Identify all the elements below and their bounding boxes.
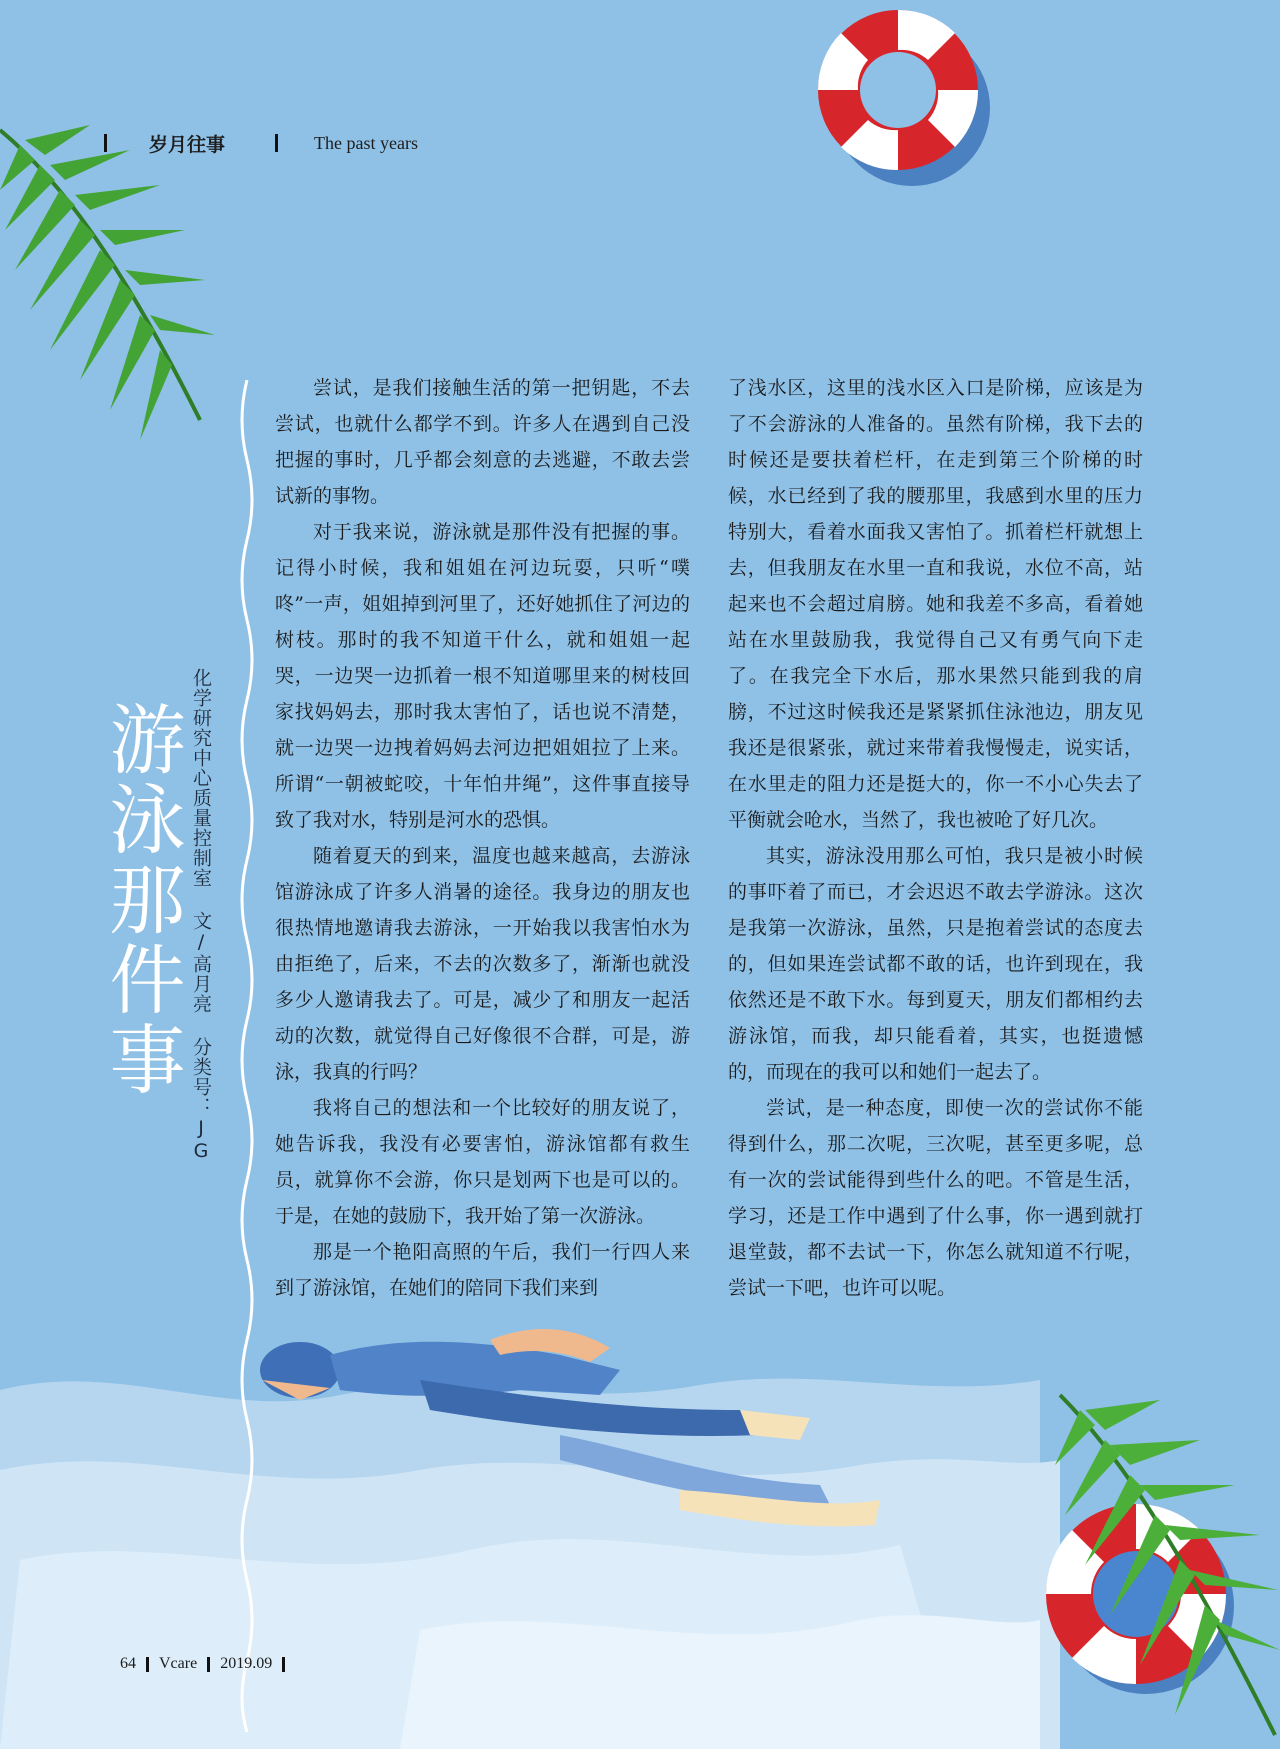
article-title: 游泳那件事: [97, 700, 186, 1100]
paragraph: 对于我来说，游泳就是那件没有把握的事。记得小时候，我和姐姐在河边玩耍，只听“噗咚”一声，姐姐掉到河里了，还好她抓住了河边的树枝。那时的我不知道干什么，就和姐姐一起哭，一边哭一边抓着一根不知道哪里来的树枝回家找妈妈去，那时我太害怕了，话也说不清楚，就一边哭一边拽着妈妈去河边把姐姐拉了上来。所谓“一朝被蛇咬，十年怕井绳”，这件事直接导致了我对水，特别是河水的恐惧。: [275, 521, 690, 831]
article-column-2: [728, 370, 1143, 1306]
footer-divider: [282, 1657, 285, 1672]
paragraph: 随着夏天的到来，温度也越来越高，去游泳馆游泳成了许多人消暑的途径。我身边的朋友也很热情地邀请我去游泳，一开始我以我害怕水为由拒绝了，后来，不去的次数多了，渐渐也就没多少人邀请我去了。可是，减少了和朋友一起活动的次数，就觉得自己好像很不合群，可是，游泳，我真的行吗？: [275, 845, 690, 1083]
header-divider: [275, 134, 278, 152]
paragraph: 其实，游泳没用那么可怕，我只是被小时候的事吓着了而已，才会迟迟不敢去学游泳。这次是我第一次游泳，虽然，只是抱着尝试的态度去的，但如果连尝试都不敢的话，也许到现在，我依然还是不敢下水。每到夏天，朋友们都相约去游泳馆，而我，却只能看着，其实，也挺遗憾的，而现在的我可以和她们一起去了。: [728, 845, 1143, 1083]
section-header: [104, 128, 418, 158]
footer-divider: [207, 1657, 210, 1672]
paragraph: 尝试，是一种态度，即使一次的尝试你不能得到什么，那二次呢，三次呢，甚至更多呢，总有一次的尝试能得到些什么的吧。不管是生活，学习，还是工作中遇到了什么事，你一遇到就打退堂鼓，都不去试一下，你怎么就知道不行呢，尝试一下吧，也许可以呢。: [728, 1097, 1143, 1299]
paragraph: 我将自己的想法和一个比较好的朋友说了，她告诉我，我没有必要害怕，游泳馆都有救生员，就算你不会游，你只是划两下也是可以的。于是，在她的鼓励下，我开始了第一次游泳。: [275, 1097, 690, 1227]
page-footer: [120, 1655, 295, 1673]
section-title-en: The past years: [314, 132, 418, 153]
article-column-1: [275, 370, 690, 1306]
palm-leaf-top-left: [0, 120, 220, 450]
paragraph: 尝试，是我们接触生活的第一把钥匙，不去尝试，也就什么都学不到。许多人在遇到自己没把握的事时，几乎都会刻意的去逃避，不敢去尝试新的事物。: [275, 377, 690, 507]
magazine-name: Vcare: [159, 1655, 198, 1672]
header-divider: [104, 134, 107, 152]
section-title-cn: 岁月往事: [149, 133, 226, 156]
wavy-divider: [232, 380, 262, 1732]
issue-date: 2019.09: [220, 1655, 273, 1672]
page-number: 64: [120, 1655, 136, 1672]
footer-divider: [146, 1657, 149, 1672]
paragraph: 了浅水区，这里的浅水区入口是阶梯，应该是为了不会游泳的人准备的。虽然有阶梯，我下去的时候还是要扶着栏杆，在走到第三个阶梯的时候，水已经到了我的腰那里，我感到水里的压力特别大，看着水面我又害怕了。抓着栏杆就想上去，但我朋友在水里一直和我说，水位不高，站起来也不会超过肩膀。她和我差不多高，看着她站在水里鼓励我，我觉得自己又有勇气向下走了。在我完全下水后，那水果然只能到我的肩膀，不过这时候我还是紧紧抓住泳池边，朋友见我还是很紧张，就过来带着我慢慢走，说实话，在水里走的阻力还是挺大的，你一不小心失去了平衡就会呛水，当然了，我也被呛了好几次。: [728, 377, 1143, 831]
life-ring-icon: [800, 0, 1000, 195]
palm-leaf-bottom-right: [1050, 1385, 1280, 1745]
article-byline: 化学研究中心质量控制室 文/高月亮 分类号：JG: [190, 668, 212, 1163]
paragraph: 那是一个艳阳高照的午后，我们一行四人来到了游泳馆，在她们的陪同下我们来到: [275, 1241, 690, 1299]
